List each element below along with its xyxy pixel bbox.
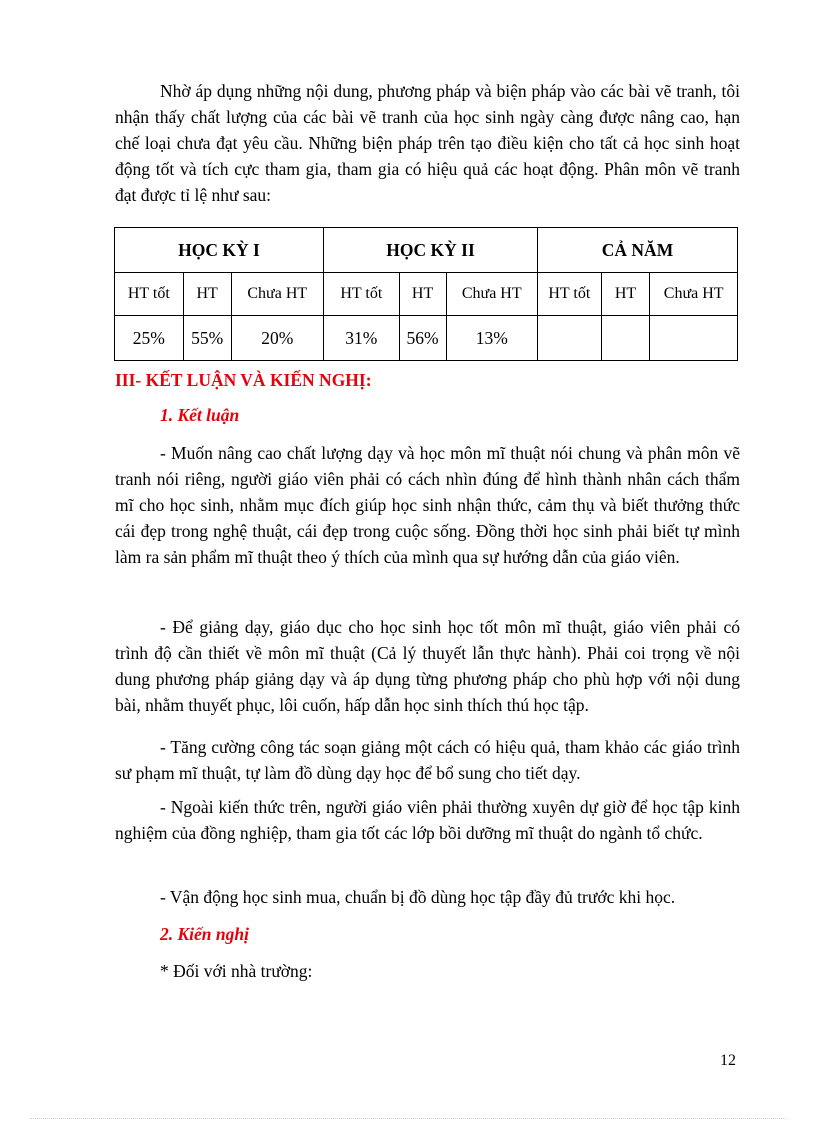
page-number: 12: [720, 1052, 736, 1069]
subheader-cell: Chưa HT: [446, 273, 538, 316]
value-cell: [601, 316, 650, 361]
subheader-cell: Chưa HT: [231, 273, 323, 316]
value-cell: 56%: [399, 316, 446, 361]
footer-divider: [30, 1118, 786, 1119]
subheader-cell: Chưa HT: [650, 273, 738, 316]
value-cell: 55%: [183, 316, 231, 361]
school-recommendation-label: * Đối với nhà trường:: [160, 961, 313, 981]
value-cell: [538, 316, 602, 361]
group-header: HỌC KỲ I: [115, 228, 324, 273]
subheader-cell: HT tốt: [538, 273, 602, 316]
subsection-heading-conclusion: 1. Kết luận: [160, 405, 240, 425]
value-cell: 13%: [446, 316, 538, 361]
group-header: CẢ NĂM: [538, 228, 738, 273]
table-subheader-row: [115, 273, 738, 316]
value-cell: 25%: [115, 316, 184, 361]
subheader-cell: HT: [601, 273, 650, 316]
group-header: HỌC KỲ II: [324, 228, 538, 273]
subheader-cell: HT: [183, 273, 231, 316]
intro-paragraph: Nhờ áp dụng những nội dung, phương pháp và biện pháp vào các bài vẽ tranh, tôi nhận thấy chất lượng của các bài vẽ tranh của học sinh ngày càng được nâng cao, hạn chế loại chưa đạt yêu cầu. Những biện pháp trên tạo điều kiện cho tất cả học sinh hoạt động tốt và tích cực tham gia, tham gia có hiệu quả các hoạt động. Phân môn vẽ tranh đạt được tỉ lệ như sau:: [115, 81, 740, 205]
table-group-header-row: [115, 228, 738, 273]
value-cell: 20%: [231, 316, 323, 361]
conclusion-paragraph: - Muốn nâng cao chất lượng dạy và học môn mĩ thuật nói chung và phân môn vẽ tranh nói riêng, người giáo viên phải có cách nhìn đúng để hình thành nhân cách thẩm mĩ cho học sinh, nhằm mục đích giúp học sinh nhận thức, cảm thụ và biết thưởng thức cái đẹp trong nghệ thuật, cái đẹp trong cuộc sống. Đồng thời học sinh phải biết tự mình làm ra sản phẩm mĩ thuật theo ý thích của mình qua sự hướng dẫn của giáo viên.: [115, 443, 740, 567]
subsection-heading-recommendation: 2. Kiến nghị: [160, 924, 249, 944]
subheader-cell: HT tốt: [115, 273, 184, 316]
subheader-cell: HT: [399, 273, 446, 316]
table-row: [115, 316, 738, 361]
section-heading: III- KẾT LUẬN VÀ KIẾN NGHỊ:: [115, 370, 372, 390]
value-cell: [650, 316, 738, 361]
value-cell: 31%: [324, 316, 400, 361]
conclusion-paragraph: - Ngoài kiến thức trên, người giáo viên phải thường xuyên dự giờ để học tập kinh nghiệm của đồng nghiệp, tham gia tốt các lớp bồi dưỡng mĩ thuật do ngành tổ chức.: [115, 797, 740, 843]
conclusion-paragraph: - Tăng cường công tác soạn giảng một cách có hiệu quả, tham khảo các giáo trình sư phạm mĩ thuật, tự làm đồ dùng dạy học để bổ sung cho tiết dạy.: [115, 737, 740, 783]
conclusion-paragraph: - Để giảng dạy, giáo dục cho học sinh học tốt môn mĩ thuật, giáo viên phải có trình độ cần thiết về môn mĩ thuật (Cả lý thuyết lẫn thực hành). Phải coi trọng về nội dung phương pháp giảng dạy và áp dụng từng phương pháp cho phù hợp với nội dung bài, nhằm thuyết phục, lôi cuốn, hấp dẫn học sinh thích thú học tập.: [115, 617, 740, 715]
conclusion-paragraph: - Vận động học sinh mua, chuẩn bị đồ dùng học tập đầy đủ trước khi học.: [160, 887, 676, 907]
results-table: [114, 227, 738, 361]
subheader-cell: HT tốt: [324, 273, 400, 316]
